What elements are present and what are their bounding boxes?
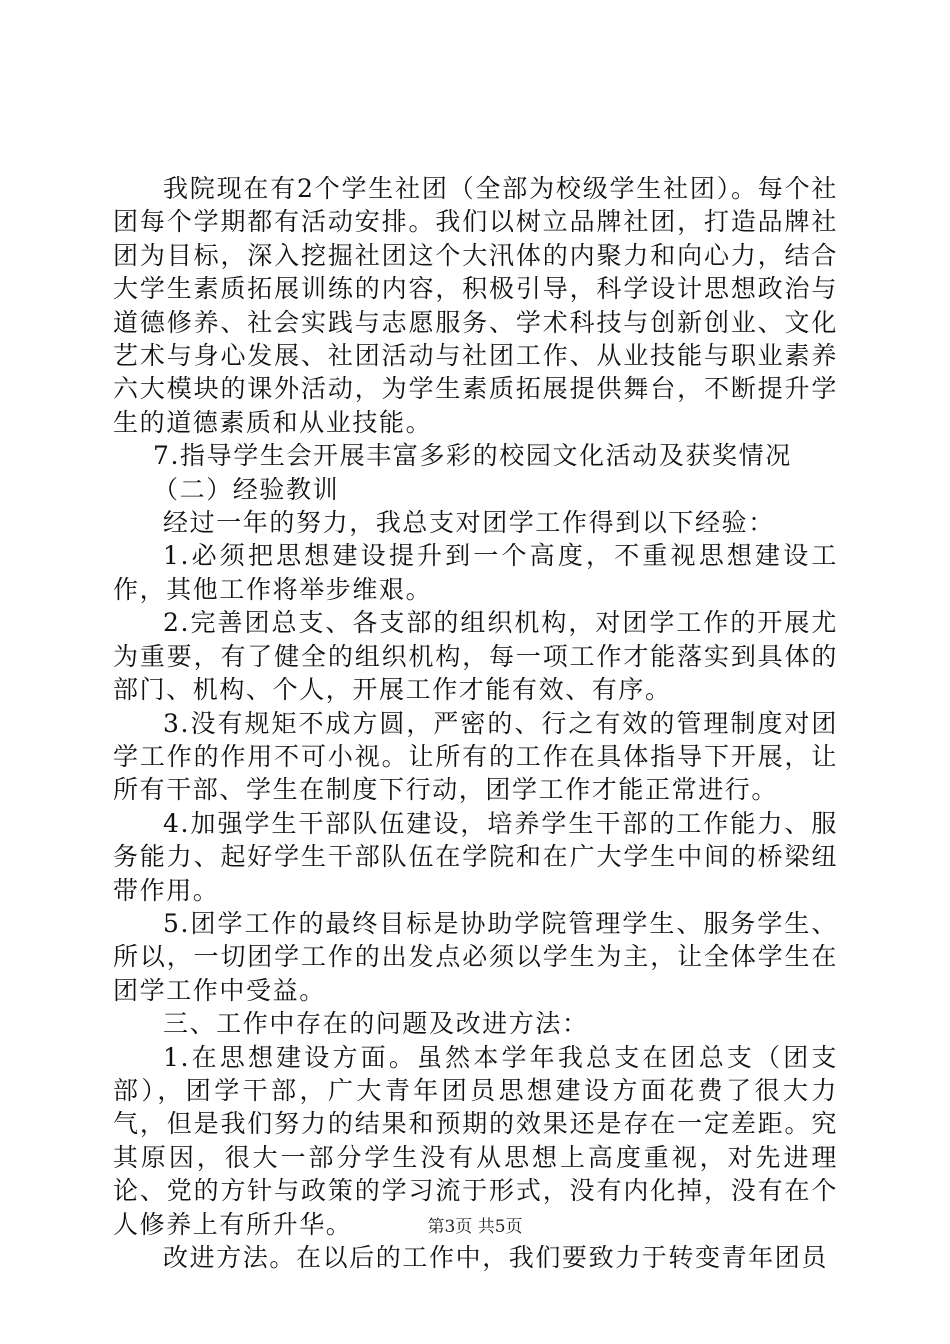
paragraph-item-7: 7.指导学生会开展丰富多彩的校园文化活动及获奖情况 bbox=[153, 441, 792, 471]
section-heading-problems: 三、工作中存在的问题及改进方法： bbox=[163, 1009, 589, 1039]
paragraph-experience-3: 3.没有规矩不成方圆，严密的、行之有效的管理制度对团学工作的作用不可小视。让所有的工作在具体指导下开展，让所有干部、学生在制度下行动，团学工作才能正常进行。 bbox=[113, 708, 838, 805]
paragraph-improvement: 改进方法。在以后的工作中，我们要致力于转变青年团员 bbox=[163, 1243, 829, 1272]
page-number-footer: 第3页 共5页 bbox=[427, 1217, 523, 1237]
paragraph-experience-4: 4.加强学生干部队伍建设，培养学生干部的工作能力、服务能力、起好学生干部队伍在学院和在广大学生中间的桥梁纽带作用。 bbox=[113, 808, 838, 905]
paragraph-experience-intro: 经过一年的努力，我总支对团学工作得到以下经验： bbox=[163, 508, 775, 538]
paragraph-student-clubs: 我院现在有2个学生社团（全部为校级学生社团）。每个社团每个学期都有活动安排。我们以树立品牌社团，打造品牌社团为目标，深入挖掘社团这个大汛体的内聚力和向心力，结合大学生素质拓展训练的内容，积极引导，科学设计思想政治与道德修养、社会实践与志愿服务、学术科技与创新创业、文化艺术与身心发展、社团活动与社团工作、从业技能与职业素养六大模块的课外活动，为学生素质拓展提供舞台，不断提升学生的道德素质和从业技能。 bbox=[113, 174, 838, 437]
paragraph-experience-1: 1.必须把思想建设提升到一个高度，不重视思想建设工作，其他工作将举步维艰。 bbox=[113, 541, 838, 604]
paragraph-problem-1: 1.在思想建设方面。虽然本学年我总支在团总支（团支部），团学干部，广大青年团员思想建设方面花费了很大力气，但是我们努力的结果和预期的效果还是存在一定差距。究其原因，很大一部分学生没有从思想上高度重视，对先进理论、党的方针与政策的学习流于形式，没有内化掉，没有在个人修养上有所升华。 bbox=[113, 1042, 838, 1239]
paragraph-experience-5: 5.团学工作的最终目标是协助学院管理学生、服务学生、所以，一切团学工作的出发点必须以学生为主，让全体学生在团学工作中受益。 bbox=[113, 908, 838, 1005]
paragraph-experience-2: 2.完善团总支、各支部的组织机构，对团学工作的开展尤为重要，有了健全的组织机构，每一项工作才能落实到具体的部门、机构、个人，开展工作才能有效、有序。 bbox=[113, 608, 838, 705]
document-body bbox=[113, 172, 838, 1274]
section-heading-experience: （二）经验教训 bbox=[153, 474, 340, 504]
